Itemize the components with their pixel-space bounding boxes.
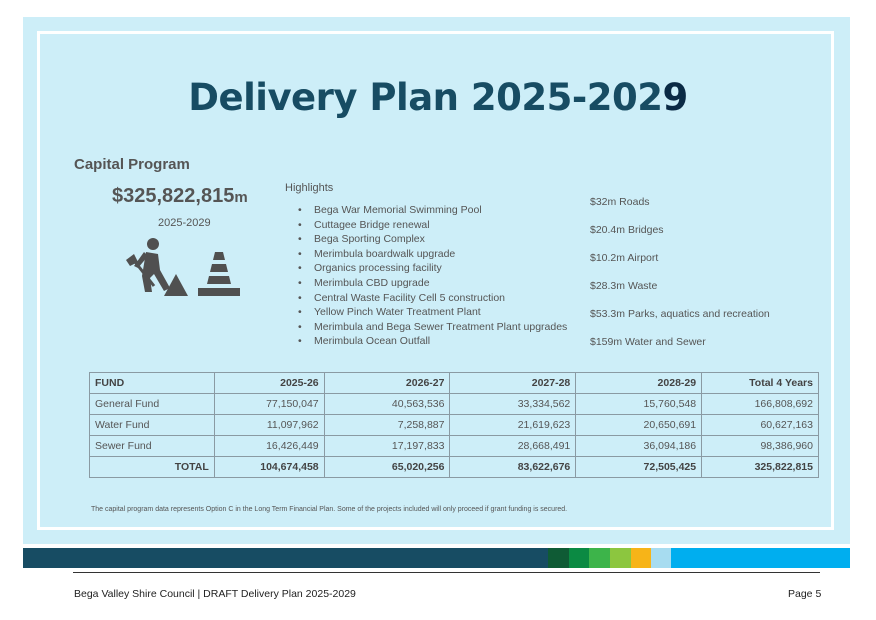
table-cell: Sewer Fund [90,436,215,457]
table-cell: 72,505,425 [576,457,702,478]
table-cell: 60,627,163 [702,415,819,436]
band-segment [589,548,610,568]
capital-fund-table [89,372,819,478]
highlights-title: Highlights [285,182,334,194]
column-header: 2026-27 [324,373,450,394]
color-band [23,548,850,568]
table-cell: TOTAL [90,457,215,478]
traffic-cone-icon [198,252,240,296]
table-row [90,394,819,415]
table-cell: 65,020,256 [324,457,450,478]
column-header: Total 4 Years [702,373,819,394]
band-segment [23,548,548,568]
band-segment [651,548,671,568]
list-item: • Central Waste Facility Cell 5 construction [298,291,567,306]
column-header: FUND [90,373,215,394]
capital-program-heading: Capital Program [74,156,190,173]
footnote: The capital program data represents Option C in the Long Term Financial Plan. Some of the projects included will only proceed if grant funding is secured. [91,506,568,513]
table-cell: 98,386,960 [702,436,819,457]
table-cell: 7,258,887 [324,415,450,436]
capital-program-amount: $325,822,815m [112,185,248,207]
spend-item-airport: $10.2m Airport [590,252,659,264]
spend-item-water-sewer: $159m Water and Sewer [590,336,706,348]
column-header: 2028-29 [576,373,702,394]
list-item: • Merimbula CBD upgrade [298,276,567,291]
table-cell: 21,619,623 [450,415,576,436]
list-item: • Merimbula Ocean Outfall [298,334,567,349]
band-segment [569,548,589,568]
list-item: • Merimbula boardwalk upgrade [298,247,567,262]
table-cell: 20,650,691 [576,415,702,436]
table-row [90,436,819,457]
worker-digging-icon [124,236,188,296]
spend-item-roads: $32m Roads [590,196,650,208]
band-segment [548,548,569,568]
band-segment [610,548,631,568]
table-cell: 166,808,692 [702,394,819,415]
footer-divider [73,572,820,573]
spend-item-parks: $53.3m Parks, aquatics and recreation [590,308,770,320]
page-title: Delivery Plan 2025-2029 [188,76,688,119]
list-item: • Merimbula and Bega Sewer Treatment Plant upgrades [298,320,567,335]
list-item: • Bega Sporting Complex [298,232,567,247]
table-cell: 28,668,491 [450,436,576,457]
table-cell: 17,197,833 [324,436,450,457]
table-header-row [90,373,819,394]
table-row [90,415,819,436]
table-cell: 11,097,962 [214,415,324,436]
table-cell: 40,563,536 [324,394,450,415]
table-cell: 36,094,186 [576,436,702,457]
table-cell: 15,760,548 [576,394,702,415]
list-item: • Bega War Memorial Swimming Pool [298,203,567,218]
table-cell: 16,426,449 [214,436,324,457]
table-total-row [90,457,819,478]
footer-document-title: Bega Valley Shire Council | DRAFT Delivery Plan 2025-2029 [74,588,356,600]
spend-item-waste: $28.3m Waste [590,280,658,292]
table-cell: General Fund [90,394,215,415]
band-segment [671,548,850,568]
spend-item-bridges: $20.4m Bridges [590,224,664,236]
list-item: • Organics processing facility [298,261,567,276]
list-item: • Cuttagee Bridge renewal [298,218,567,233]
table-cell: 104,674,458 [214,457,324,478]
band-segment [631,548,651,568]
capital-program-period: 2025-2029 [158,217,211,229]
column-header: 2027-28 [450,373,576,394]
highlights-list [298,203,567,349]
table-cell: 325,822,815 [702,457,819,478]
table-cell: 33,334,562 [450,394,576,415]
table-cell: 77,150,047 [214,394,324,415]
table-cell: Water Fund [90,415,215,436]
column-header: 2025-26 [214,373,324,394]
list-item: • Yellow Pinch Water Treatment Plant [298,305,567,320]
footer-page-number: Page 5 [788,588,822,600]
table-cell: 83,622,676 [450,457,576,478]
